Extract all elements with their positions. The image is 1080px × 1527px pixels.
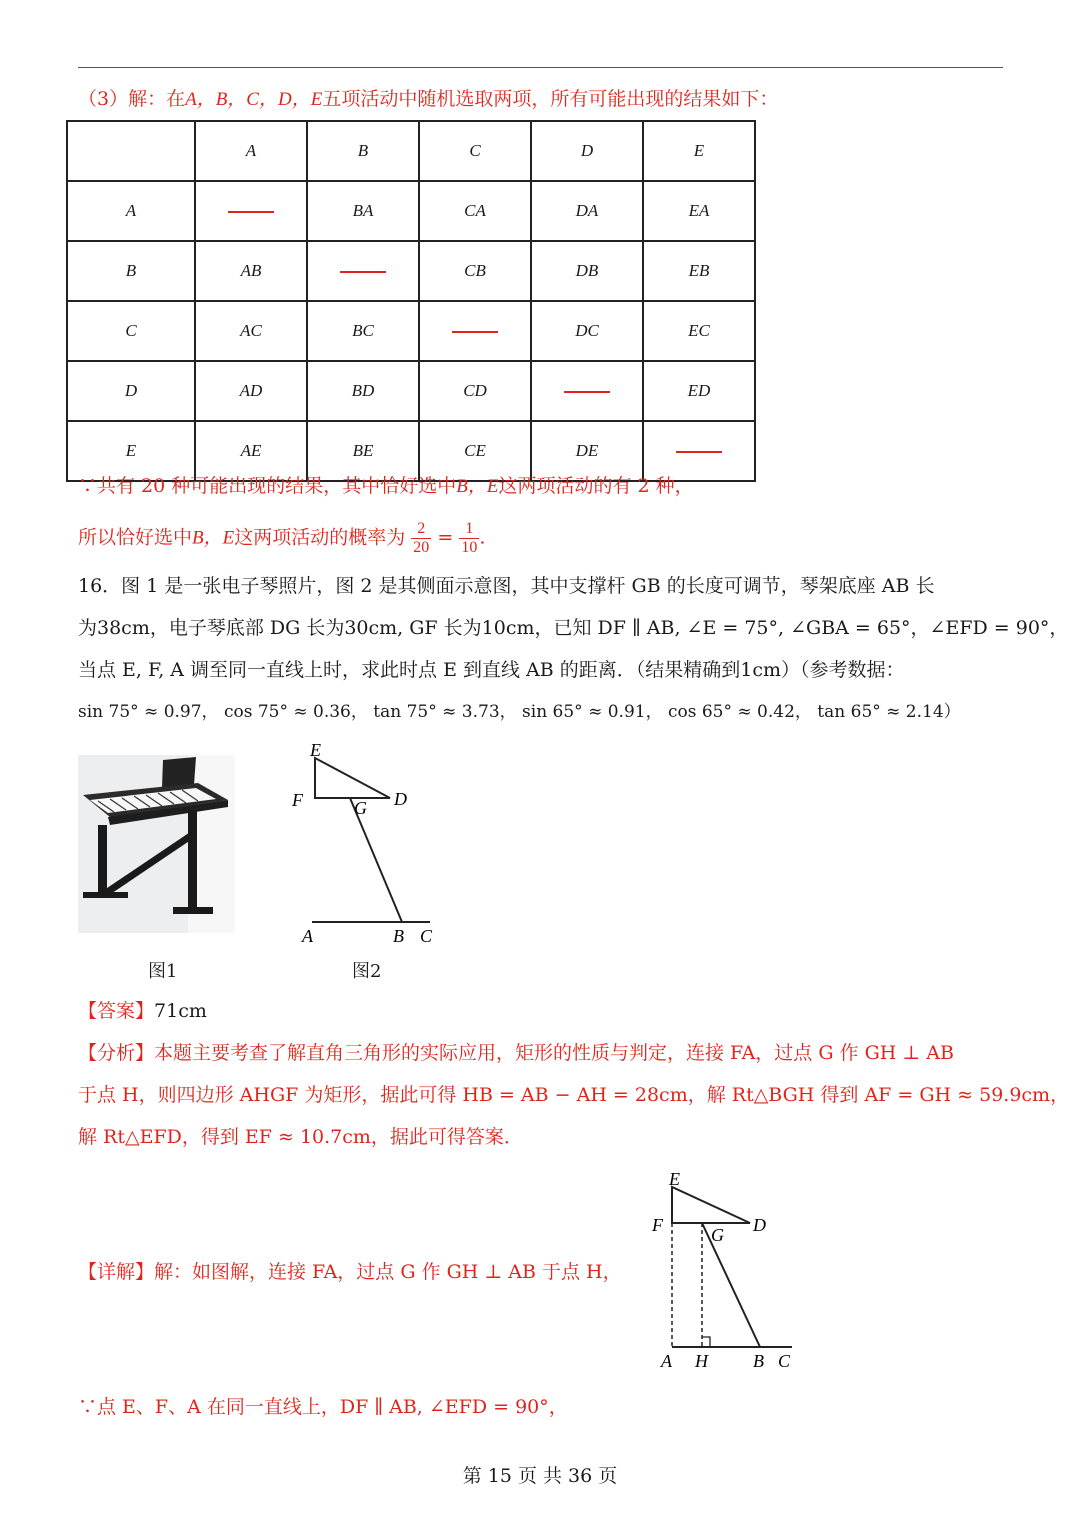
figure-1-caption: 图1 [148,961,178,982]
table-cell: CE [419,421,531,481]
page-footer: 第 15 页 共 36 页 [462,1465,618,1487]
label-D: D [394,789,407,809]
table-cell: AE [195,421,307,481]
answer-line: 【答案】71cm [78,1000,207,1022]
table-cell: DA [531,181,643,241]
sol-label-B: B [753,1351,764,1371]
table-row [67,361,755,421]
table-cell: BD [307,361,419,421]
sol-label-C: C [778,1351,791,1371]
table-row-label: B [67,241,195,301]
sol-label-G: G [711,1225,724,1245]
label-C: C [420,926,433,946]
table-header-cell: E [643,121,755,181]
sol-label-A: A [661,1351,672,1371]
triangle-EFD [315,758,390,798]
diagonal-dash [676,451,722,453]
diagonal-dash [564,391,610,393]
table-row-label: E [67,421,195,481]
table-row [67,181,755,241]
table-row-label: A [67,181,195,241]
q16-line-2: 为38cm，电子琴底部 DG 长为30cm, GF 长为10cm，已知 DF ∥ AB, ∠E = 75°, ∠GBA = 65°，∠EFD = 90°， [78,617,1069,639]
table-row-label: D [67,361,195,421]
result-line-1: ∵共有 20 种可能出现的结果，其中恰好选中B，E这两项活动的有 2 种， [78,475,694,497]
analysis-line-2: 于点 H，则四边形 AHGF 为矩形，据此可得 HB = AB − AH = 28cm，解 Rt△BGH 得到 AF = GH ≈ 59.9cm， [78,1084,1070,1106]
q16-line-3: 当点 E, F, A 调至同一直线上时，求此时点 E 到直线 AB 的距离．（结果精确到1cm）（参考数据： [78,659,905,681]
keyboard-illustration [78,755,235,933]
figure-3-solution-diagram [640,1165,810,1375]
diagonal-dash [340,271,386,273]
table-cell: EB [643,241,755,301]
right-angle-mark [702,1337,710,1347]
diagonal-dash [228,211,274,213]
table-row [67,301,755,361]
diagonal-dash [452,331,498,333]
sol-label-D: D [753,1215,766,1235]
table-cell: EC [643,301,755,361]
table-cell: BC [307,301,419,361]
table-cell: ED [643,361,755,421]
table-header-row [67,121,755,181]
q16-line-1: 16．图 1 是一张电子琴照片，图 2 是其侧面示意图，其中支撑杆 GB 的长度可调节，琴架底座 AB 长 [78,575,935,597]
table-cell-dash [419,301,531,361]
top-rule [78,67,1003,68]
table-row [67,241,755,301]
label-F: F [292,790,303,810]
triangle-EFD-solution [672,1187,750,1223]
sol-label-F: F [652,1215,663,1235]
table-cell: BA [307,181,419,241]
table-cell: CA [419,181,531,241]
table-header-cell: B [307,121,419,181]
outcomes-table [66,120,756,482]
table-cell: DB [531,241,643,301]
label-G: G [354,798,367,818]
table-cell-dash [195,181,307,241]
table-cell: AB [195,241,307,301]
table-cell: AD [195,361,307,421]
table-cell: CD [419,361,531,421]
fraction-2-20: $\frac{2}{20}$ [413,520,430,556]
analysis-line-1: 【分析】本题主要考查了解直角三角形的实际应用，矩形的性质与判定，连接 FA，过点 G 作 GH ⊥ AB [78,1042,954,1064]
sol-label-E: E [669,1169,680,1189]
fraction-1-10: $\frac{1}{10}$ [461,520,478,556]
figure-2-diagram [280,740,450,950]
table-cell: EA [643,181,755,241]
result-line-2: 所以恰好选中B，E这两项活动的概率为 $\frac{2}{20}$ = $\frac{1}{10}$ . [78,520,486,556]
q16-line-4: sin 75° ≈ 0.97， cos 75° ≈ 0.36， tan 75° ≈ 3.73， sin 65° ≈ 0.91， cos 65° ≈ 0.42， tan 65° ≈ 2.14） [78,702,961,722]
analysis-line-3: 解 Rt△EFD，得到 EF ≈ 10.7cm，据此可得答案． [78,1126,523,1148]
sol-label-H: H [695,1351,708,1371]
label-E: E [310,740,321,760]
part3-intro: （3）解：在A，B，C，D，E五项活动中随机选取两项，所有可能出现的结果如下： [78,88,779,110]
label-A: A [302,926,313,946]
detail-line-2: ∵点 E、F、A 在同一直线上，DF ∥ AB, ∠EFD = 90°， [78,1396,568,1418]
table-cell-dash [307,241,419,301]
table-cell-dash [531,361,643,421]
figure-2-caption: 图2 [352,961,382,982]
table-header-cell: C [419,121,531,181]
table-header-cell: D [531,121,643,181]
detail-line-1: 【详解】解：如图解，连接 FA，过点 G 作 GH ⊥ AB 于点 H， [78,1261,622,1283]
table-row-label: C [67,301,195,361]
table-cell: DC [531,301,643,361]
table-cell: BE [307,421,419,481]
keyboard-photo [78,755,235,933]
label-B: B [393,926,404,946]
table-cell: CB [419,241,531,301]
table-header-cell: A [195,121,307,181]
table-cell: AC [195,301,307,361]
table-header-cell [67,121,195,181]
table-cell: DE [531,421,643,481]
